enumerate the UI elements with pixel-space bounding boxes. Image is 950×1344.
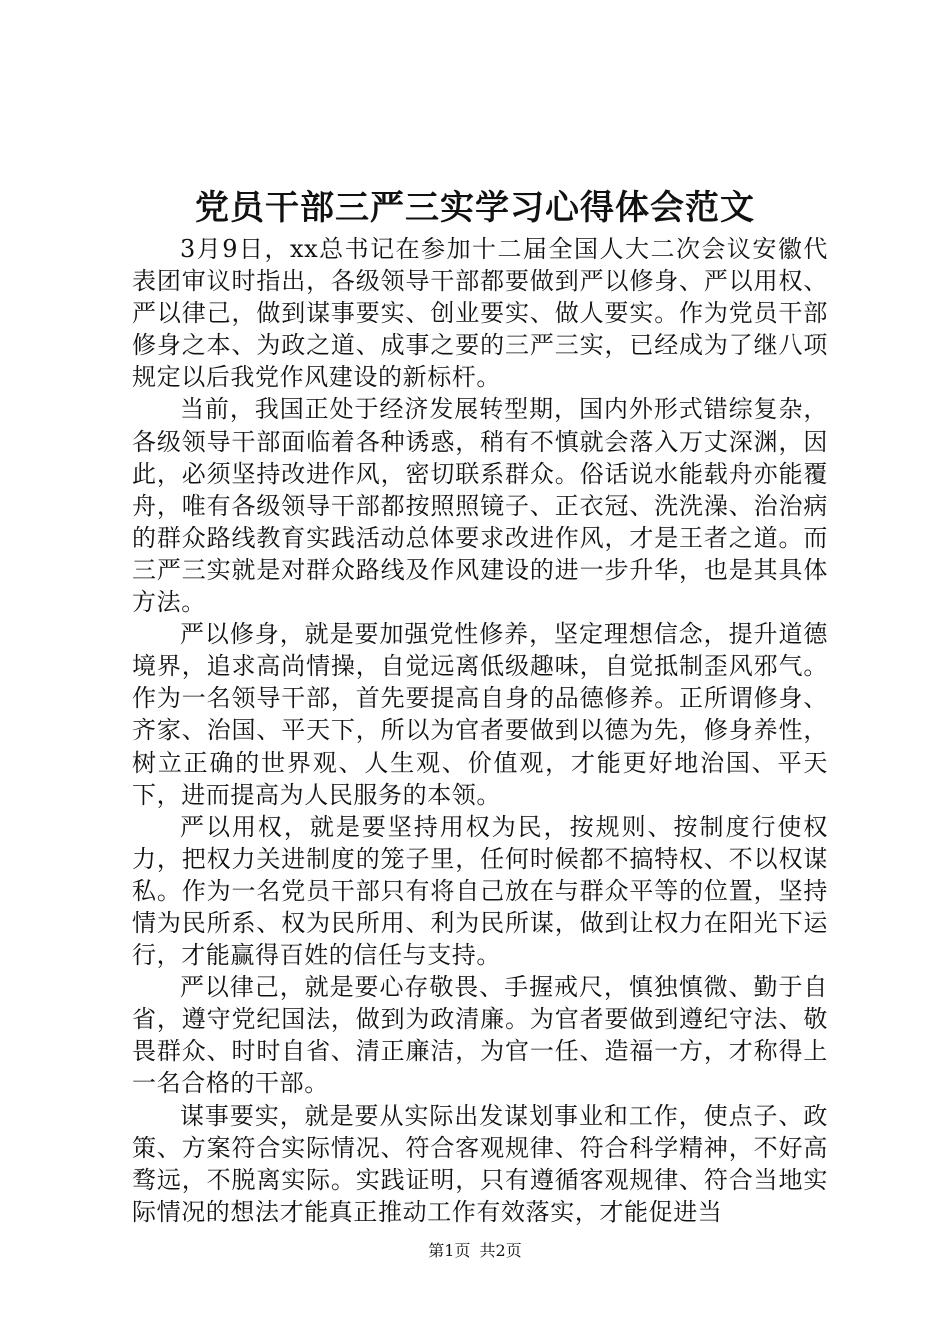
paragraph: 3月9日，xx总书记在参加十二届全国人大二次会议安徽代表团审议时指出，各级领导干部都要做到严以修身、严以用权、严以律己，做到谋事要实、创业要实、做人要实。作为党员干部修身之本、为政之道、成事之要的三严三实，已经成为了继八项规定以后我党作风建设的新标杆。 (132, 235, 828, 392)
paragraph: 谋事要实，就是要从实际出发谋划事业和工作，使点子、政策、方案符合实际情况、符合客观规律、符合科学精神，不好高骛远，不脱离实际。实践证明，只有遵循客观规律、符合当地实际情况的想法才能真正推动工作有效落实，才能促进当 (132, 1101, 828, 1226)
paragraph: 严以律己，就是要心存敬畏、手握戒尺，慎独慎微、勤于自省，遵守党纪国法，做到为政清廉。为官者要做到遵纪守法、敬畏群众、时时自省、清正廉洁，为官一任、造福一方，才称得上一名合格的干部。 (132, 973, 828, 1098)
paragraph: 严以用权，就是要坚持用权为民，按规则、按制度行使权力，把权力关进制度的笼子里，任何时候都不搞特权、不以权谋私。作为一名党员干部只有将自己放在与群众平等的位置，坚持情为民所系、权为民所用、利为民所谋，做到让权力在阳光下运行，才能赢得百姓的信任与支持。 (132, 812, 828, 970)
paragraph: 当前，我国正处于经济发展转型期，国内外形式错综复杂，各级领导干部面临着各种诱惑，稍有不慎就会落入万丈深渊，因此，必须坚持改进作风，密切联系群众。俗话说水能载舟亦能覆舟，唯有各级领导干部都按照照镜子、正衣冠、洗洗澡、治治病的群众路线教育实践活动总体要求改进作风，才是王者之道。而三严三实就是对群众路线及作风建设的进一步升华，也是其具体方法。 (132, 395, 828, 617)
page-footer (0, 1240, 950, 1262)
document-body (132, 233, 828, 1228)
document-title: 党员干部三严三实学习心得体会范文 (195, 188, 755, 228)
page-total: 共2页 (479, 1241, 522, 1260)
page-number: 第1页 (428, 1241, 471, 1260)
paragraph: 严以修身，就是要加强党性修养，坚定理想信念，提升道德境界，追求高尚情操，自觉远离低级趣味，自觉抵制歪风邪气。作为一名领导干部，首先要提高自身的品德修养。正所谓修身、齐家、治国、平天下，所以为官者要做到以德为先，修身养性，树立正确的世界观、人生观、价值观，才能更好地治国、平天下，进而提高为人民服务的本领。 (132, 620, 828, 809)
